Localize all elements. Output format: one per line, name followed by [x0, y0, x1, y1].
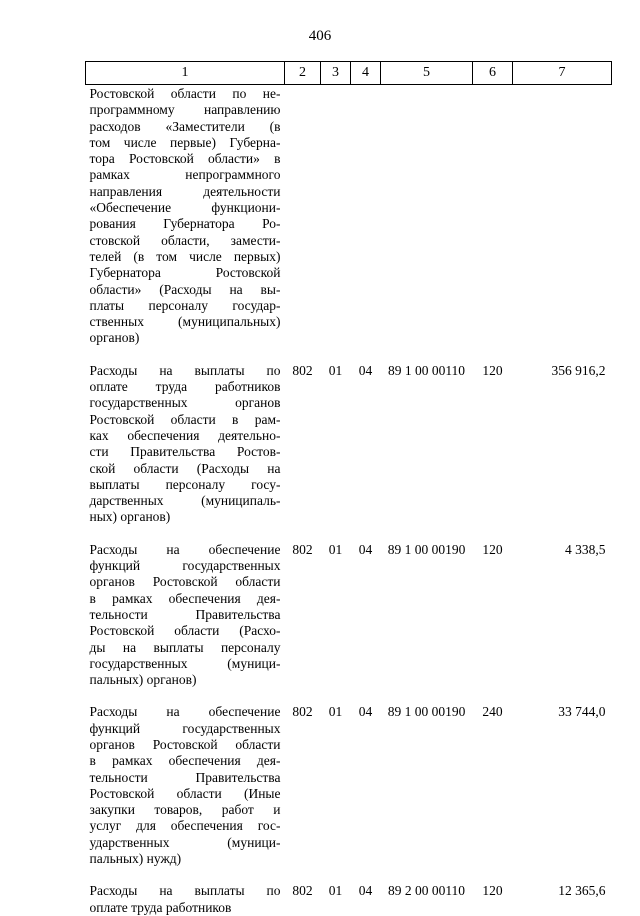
cell-target-article: [381, 85, 473, 363]
cell-ministry-code: 802: [292, 362, 313, 378]
description-line: ственных (муниципальных): [89, 314, 281, 330]
cell-section: [321, 85, 351, 363]
description-line: ках обеспечения деятельно-: [89, 427, 281, 443]
description-line: области» (Расходы на вы-: [89, 281, 281, 297]
description-line: функций государственных: [89, 720, 281, 736]
column-header-1: 1: [86, 62, 285, 85]
description-line: закупки товаров, работ и: [89, 802, 281, 818]
cell-section: 01: [328, 883, 343, 899]
description-line: рамках непрограммного: [89, 167, 281, 183]
description-line: тора Ростовской области» в: [89, 151, 281, 167]
column-header-7: 7: [513, 62, 612, 85]
description-line: том числе первые) Губерна-: [89, 134, 281, 150]
description-line: органов): [89, 330, 140, 346]
description-line: ской области (Расходы на: [89, 460, 281, 476]
table-row: [86, 704, 612, 883]
column-header-4: 4: [351, 62, 381, 85]
row-description: [86, 363, 285, 542]
row-description: [86, 542, 285, 705]
column-header-2: 2: [285, 62, 321, 85]
cell-expense-type: 240: [482, 704, 503, 720]
description-line: ды на выплаты персоналу: [89, 639, 281, 655]
description-line: Расходы на выплаты по: [89, 883, 281, 899]
description-line: Расходы на обеспечение: [89, 704, 281, 720]
table-body: [86, 85, 612, 916]
description-line: тельности Правительства: [89, 606, 281, 622]
row-description: [86, 704, 285, 883]
description-line: направления деятельности: [89, 183, 281, 199]
description-line: тельности Правительства: [89, 769, 281, 785]
cell-expense-type: [473, 85, 513, 363]
description-line: Губернатора Ростовской: [89, 265, 281, 281]
cell-expense-type: 120: [482, 883, 503, 899]
cell-subsection: 04: [358, 362, 373, 378]
description-line: услуг для обеспечения гос-: [89, 818, 281, 834]
description-line: ударственных (муници-: [89, 834, 281, 850]
cell-subsection: [351, 85, 381, 363]
table-header-row: [86, 62, 612, 85]
column-header-3: 3: [321, 62, 351, 85]
description-line: рования Губернатора Ро-: [89, 216, 281, 232]
description-line: ных) органов): [89, 509, 171, 525]
description-line: государственных (муници-: [89, 655, 281, 671]
cell-amount: 356 916,2: [551, 362, 606, 378]
cell-ministry-code: 802: [292, 883, 313, 899]
cell-expense-type: 120: [482, 541, 503, 557]
description-line: телей (в том числе первых): [89, 248, 281, 264]
cell-subsection: 04: [358, 704, 373, 720]
description-line: стовской области, замести-: [89, 232, 281, 248]
cell-amount: 12 365,6: [558, 883, 606, 899]
description-line: органов Ростовской области: [89, 574, 281, 590]
description-line: Ростовской области (Иные: [89, 785, 281, 801]
cell-subsection: 04: [358, 883, 373, 899]
cell-subsection: 04: [358, 541, 373, 557]
cell-section: 01: [328, 362, 343, 378]
row-description: [86, 883, 285, 916]
cell-target-article: 89 1 00 00190: [387, 541, 466, 557]
description-line: оплате труда работников: [89, 379, 281, 395]
description-line: пальных) органов): [89, 672, 197, 688]
cell-expense-type: 120: [482, 362, 503, 378]
description-line: в рамках обеспечения дея-: [89, 753, 281, 769]
table-row: [86, 883, 612, 916]
row-description: [86, 85, 285, 363]
description-line: оплате труда работников: [89, 899, 232, 915]
description-line: государственных органов: [89, 395, 281, 411]
cell-ministry-code: [285, 85, 321, 363]
description-line: Ростовской области по не-: [89, 86, 281, 101]
cell-section: 01: [328, 704, 343, 720]
description-line: дарственных (муниципаль-: [89, 493, 281, 509]
cell-amount: 33 744,0: [558, 704, 606, 720]
table-row: [86, 542, 612, 705]
cell-amount: 4 338,5: [565, 541, 606, 557]
description-line: Расходы на обеспечение: [89, 541, 281, 557]
description-line: пальных) нужд): [89, 851, 182, 867]
column-header-6: 6: [473, 62, 513, 85]
description-line: сти Правительства Ростов-: [89, 444, 281, 460]
cell-target-article: 89 2 00 00110: [387, 883, 466, 899]
cell-target-article: 89 1 00 00190: [387, 704, 466, 720]
table-row: [86, 85, 612, 363]
description-line: «Обеспечение функциони-: [89, 200, 281, 216]
description-line: функций государственных: [89, 558, 281, 574]
description-line: расходов «Заместители (в: [89, 118, 281, 134]
page-number: 406: [308, 28, 332, 44]
description-line: органов Ростовской области: [89, 736, 281, 752]
description-line: выплаты персоналу госу-: [89, 476, 281, 492]
budget-table: [85, 61, 612, 916]
cell-ministry-code: 802: [292, 704, 313, 720]
column-header-5: 5: [381, 62, 473, 85]
description-line: программному направлению: [89, 102, 281, 118]
description-line: Расходы на выплаты по: [89, 362, 281, 378]
table-row: [86, 363, 612, 542]
cell-target-article: 89 1 00 00110: [387, 362, 466, 378]
description-line: Ростовской области (Расхо-: [89, 623, 281, 639]
cell-amount: [513, 85, 612, 363]
description-line: Ростовской области в рам-: [89, 411, 281, 427]
cell-ministry-code: 802: [292, 541, 313, 557]
description-line: платы персоналу государ-: [89, 297, 281, 313]
description-line: в рамках обеспечения дея-: [89, 590, 281, 606]
cell-section: 01: [328, 541, 343, 557]
